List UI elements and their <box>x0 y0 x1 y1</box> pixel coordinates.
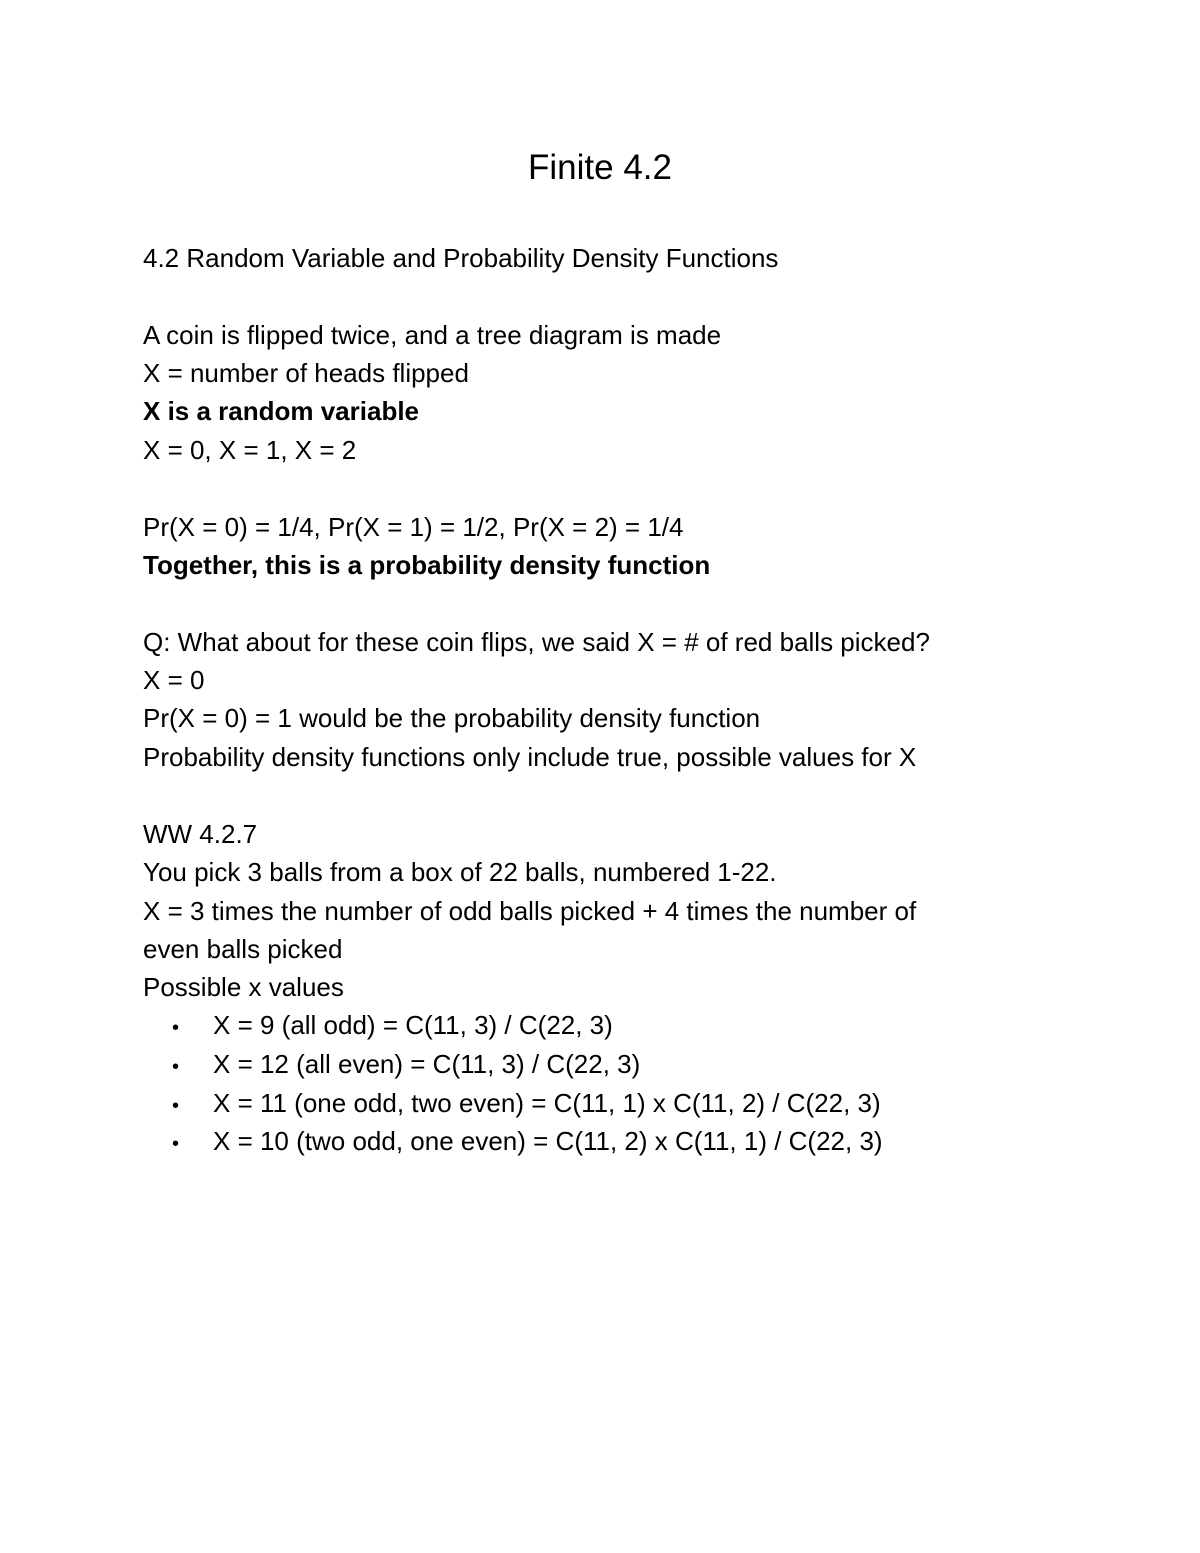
question-line-4: Probability density functions only include true, possible values for X <box>143 742 917 772</box>
ww-heading: WW 4.2.7 <box>143 819 258 849</box>
ww-line-4: Possible x values <box>143 972 344 1002</box>
bullet-list-item <box>172 1009 613 1044</box>
pdf-statement: Together, this is a probability density function <box>143 550 711 580</box>
bullet-list-item <box>172 1125 883 1160</box>
bullet-icon: • <box>172 1017 180 1039</box>
coin-example-line-1: A coin is flipped twice, and a tree diagram is made <box>143 320 722 350</box>
ww-line-3: even balls picked <box>143 934 343 964</box>
bullet-icon: • <box>172 1133 180 1155</box>
bullet-text: X = 11 (one odd, two even) = C(11, 1) x C(11, 2) / C(22, 3) <box>213 1088 881 1118</box>
page-title: Finite 4.2 <box>528 148 672 187</box>
bullet-text: X = 9 (all odd) = C(11, 3) / C(22, 3) <box>213 1010 613 1040</box>
ww-line-2: X = 3 times the number of odd balls picked + 4 times the number of <box>143 896 917 926</box>
bullet-icon: • <box>172 1056 180 1078</box>
question-line-1: Q: What about for these coin flips, we said X = # of red balls picked? <box>143 627 930 657</box>
bullet-icon: • <box>172 1095 180 1117</box>
bullet-list-item <box>172 1087 881 1122</box>
ww-line-1: You pick 3 balls from a box of 22 balls, numbered 1-22. <box>143 857 777 887</box>
bullet-list-item <box>172 1048 640 1083</box>
question-line-3: Pr(X = 0) = 1 would be the probability density function <box>143 703 761 733</box>
bullet-text: X = 12 (all even) = C(11, 3) / C(22, 3) <box>213 1049 641 1079</box>
random-variable-statement: X is a random variable <box>143 396 420 426</box>
probability-values-line: Pr(X = 0) = 1/4, Pr(X = 1) = 1/2, Pr(X = 2) = 1/4 <box>143 512 684 542</box>
coin-example-line-4: X = 0, X = 1, X = 2 <box>143 435 357 465</box>
bullet-text: X = 10 (two odd, one even) = C(11, 2) x C(11, 1) / C(22, 3) <box>213 1126 883 1156</box>
question-line-2: X = 0 <box>143 665 205 695</box>
coin-example-line-2: X = number of heads flipped <box>143 358 469 388</box>
section-heading: 4.2 Random Variable and Probability Density Functions <box>143 243 779 273</box>
